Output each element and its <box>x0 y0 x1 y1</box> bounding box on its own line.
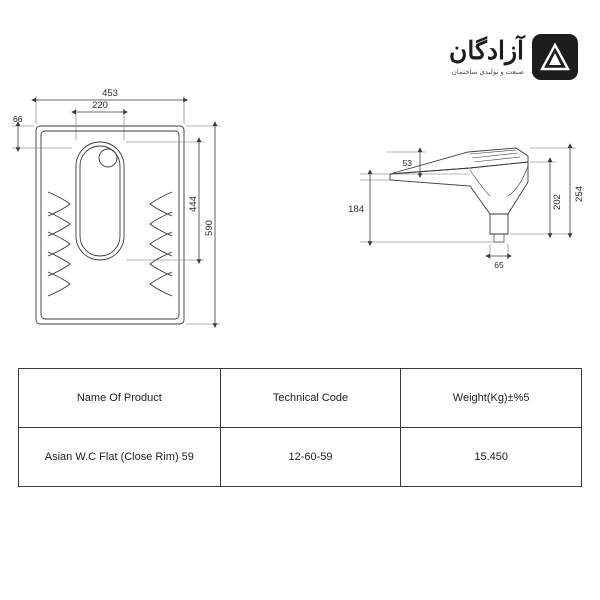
cell-product-name: Asian W.C Flat (Close Rim) 59 <box>19 428 221 487</box>
dim-overall-width: 453 <box>102 88 118 99</box>
header-name-of-product: Name Of Product <box>19 369 221 428</box>
brand-tagline: صنعت و تولیدی ساختمان <box>451 68 524 76</box>
header-weight: Weight(Kg)±%5 <box>401 369 582 428</box>
dim-total-height: 254 <box>574 186 585 202</box>
brand-logo <box>449 34 578 80</box>
top-plan-view <box>8 84 228 334</box>
dim-outlet-height: 202 <box>552 194 563 210</box>
table-header-row <box>19 369 582 428</box>
dim-overall-length: 590 <box>204 220 215 236</box>
dim-bowl-width: 220 <box>92 100 108 111</box>
table-row <box>19 428 582 487</box>
dim-rim-height: 53 <box>402 158 412 168</box>
cell-technical-code: 12-60-59 <box>220 428 401 487</box>
dim-rim-offset: 66 <box>13 114 23 124</box>
triangle-logo-icon <box>532 34 578 80</box>
dim-body-height: 184 <box>348 204 364 215</box>
dim-bowl-length: 444 <box>188 196 199 212</box>
product-spec-table <box>18 368 582 487</box>
cell-weight: 15.450 <box>401 428 582 487</box>
brand-text-block <box>449 36 524 76</box>
brand-name: آزادگان <box>449 36 524 65</box>
dim-outlet-width: 65 <box>494 260 504 270</box>
header-technical-code: Technical Code <box>220 369 401 428</box>
side-section-view <box>320 130 588 270</box>
